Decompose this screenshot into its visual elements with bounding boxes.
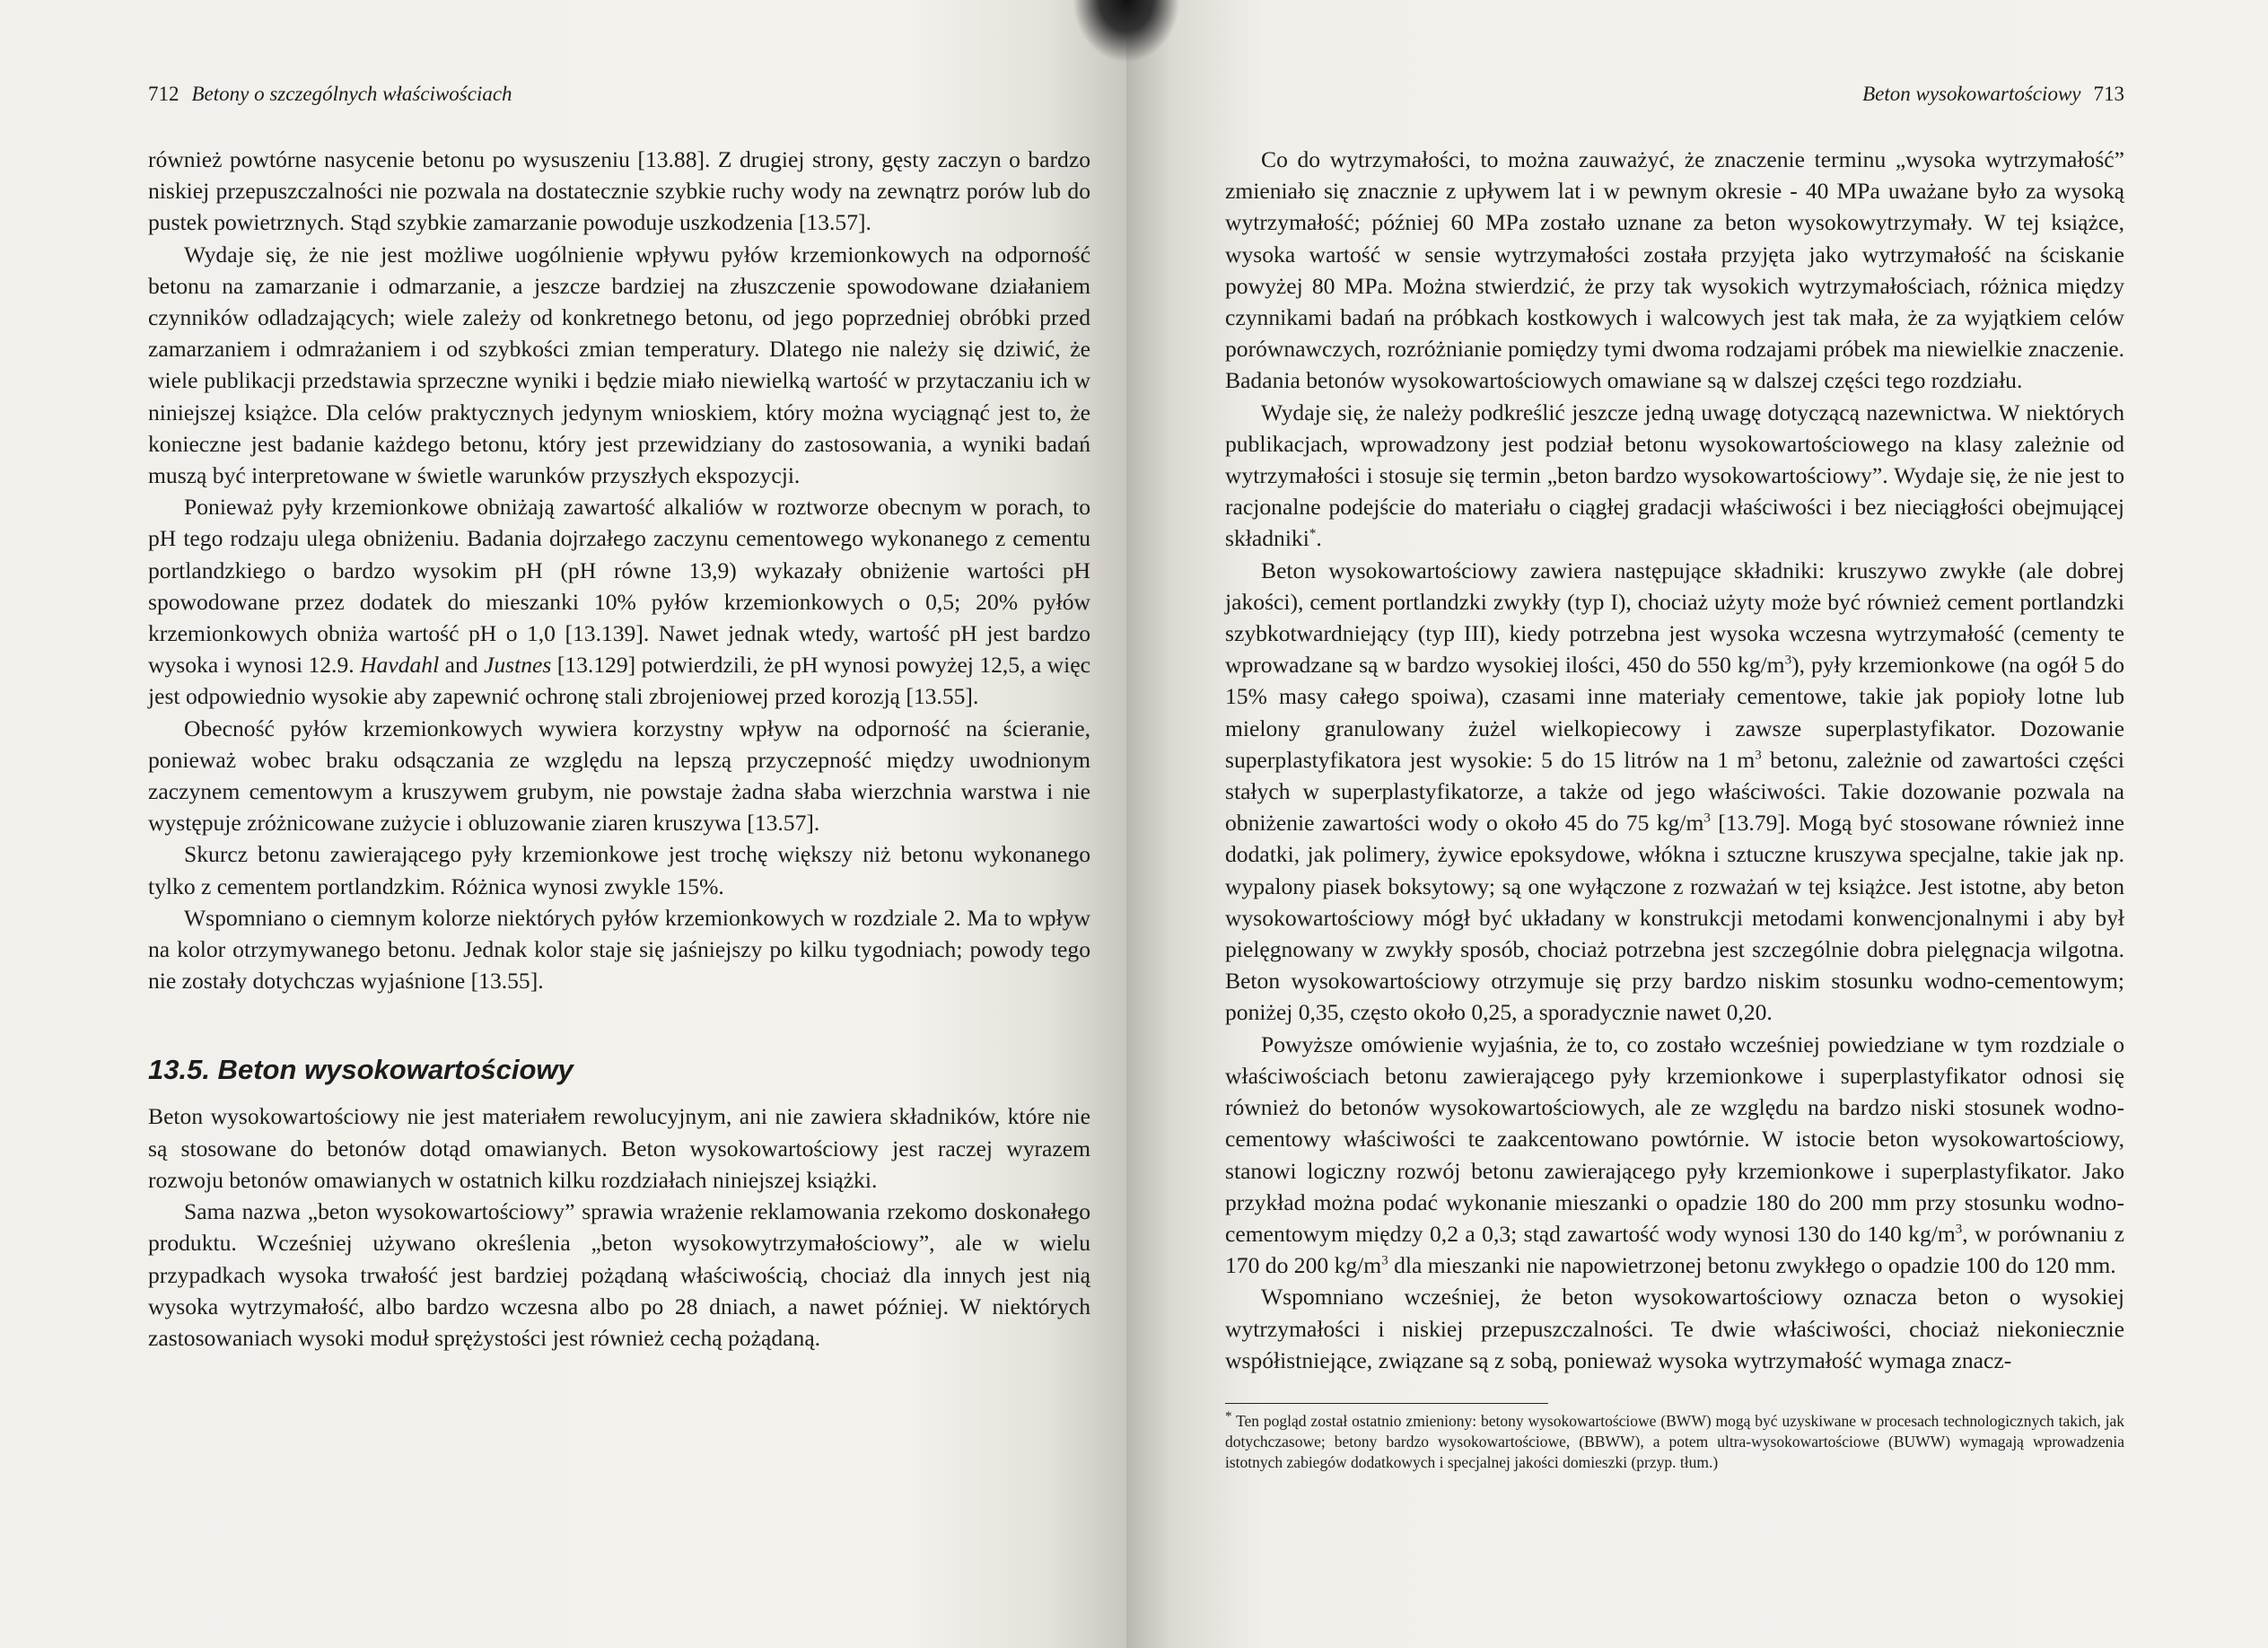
paragraph: Wspomniano o ciemnym kolorze niektórych pyłów krzemionkowych w rozdziale 2. Ma to wpływ na kolor otrzymywanego betonu. Jednak kolor staje się jaśniejszy po kilku tygodniach; powody tego nie zostały dotychczas wyjaśnione [13.55].	[148, 904, 1090, 995]
paragraph-text: Beton wysokowartościowy zawiera następujące składniki: kruszywo zwykłe (ale dobrej jakości), cement portlandzki zwykły (typ I), chociaż użyty może być również cement portlandzki szybkotwardniejący (typ III), kiedy potrzebna jest wysoka wczesna wytrzymałość (cementy te wprowadzane są w bardzo wysokiej ilości, 450 do 550 kg/m	[1225, 557, 2124, 679]
footnote	[1225, 1411, 2124, 1473]
right-page	[1126, 0, 2268, 1648]
footnote-marker: *	[1309, 526, 1317, 541]
gutter-shadow	[1073, 0, 1180, 63]
paragraph-text: ), pyły krzemionkowe (na ogół 5 do 15% masy całego spoiwa), czasami inne materiały cementowe, takie jak popioły lotne lub mielony granulowany żużel wielkopiecowy i zawsze superplastyfikator. Dozowanie superplastyfikatora jest wysokie: 5 do 15 litrów na 1 m	[1225, 652, 2124, 773]
left-running-title: Betony o szczególnych właściwościach	[191, 83, 512, 105]
footnote-marker: *	[1225, 1409, 1232, 1424]
paragraph-text: , w porównaniu z 170 do 200 kg/m	[1225, 1220, 2124, 1279]
right-page-number: 713	[2093, 83, 2124, 105]
paragraph-text: Powyższe omówienie wyjaśnia, że to, co zostało wcześniej powiedziane w tym rozdziale o właściwościach betonu zawierającego pyły krzemionkowe i superplastyfikator odnosi się również do betonów wysokowartościowych, ale ze względu na bardzo niski stosunek wodno-cementowy właściwości te zaakcentowano powtórnie. W istocie beton wysokowartościowy, stanowi logiczny rozwój betonu zawierającego pyły krzemionkowe i superplastyfikator. Jako przykład można podać wykonanie mieszanki o opadzie 180 do 200 mm przy stosunku wodno-cementowym między 0,2 a 0,3; stąd zawartość wody wynosi 130 do 140 kg/m	[1225, 1030, 2124, 1247]
paragraph: Skurcz betonu zawierającego pyły krzemionkowe jest trochę większy niż betonu wykonanego tylko z cementem portlandzkim. Różnica wynosi zwykle 15%.	[148, 841, 1090, 899]
superscript: 3	[1703, 811, 1711, 826]
paragraph: Wydaje się, że nie jest możliwe uogólnienie wpływu pyłów krzemionkowych na odporność betonu na zamarzanie i odmarzanie, a jeszcze bardziej na złuszczenie spowodowane działaniem czynników odladzających; wiele zależy od konkretnego betonu, od jego poprzedniej obróbki przed zamarzaniem i odmrażaniem i od szybkości zmian temperatury. Dlatego nie należy się dziwić, że wiele publikacji przedstawia sprzeczne wyniki i będzie miało niewielką wartość w przytaczaniu ich w niniejszej książce. Dla celów praktycznych jedynym wnioskiem, który można wyciągnąć jest to, że konieczne jest badanie każdego betonu, który jest przewidziany do zastosowania, a wyniki badań muszą być interpretowane w świetle warunków przyszłych ekspozycji.	[148, 241, 1090, 489]
paragraph	[1225, 1029, 2124, 1282]
left-page-number: 712	[148, 83, 180, 105]
superscript: 3	[1755, 748, 1762, 763]
paragraph-text: and	[439, 652, 484, 679]
superscript: 3	[1955, 1222, 1963, 1237]
paragraph-text: Wydaje się, że należy podkreślić jeszcze jedną uwagę dotyczącą nazewnictwa. W niektórych publikacjach, wprowadzony jest podział betonu wysokowartościowego na klasy zależnie od wytrzymałości i stosuje się termin „beton bardzo wysokowartościowy”. Wydaje się, że nie jest to racjonalne podejście do materiału o ciągłej gradacji właściwości i bez nieciągłości obejmującej składniki	[1225, 399, 2124, 552]
author-name: Justnes	[483, 652, 552, 679]
paragraph-text: betonu, zależnie od zawartości części stałych w superplastyfikatorze, a także od jego właściwości. Takie dozowanie pozwala na obniżenie zawartości wody o około 45 do 75 kg/m	[1225, 746, 2124, 837]
superscript: 3	[1381, 1253, 1388, 1268]
paragraph-text: .	[1316, 525, 1322, 552]
left-page	[0, 0, 1126, 1648]
paragraph-text: [13.79]. Mogą być stosowane również inne dodatki, jak polimery, żywice epoksydowe, włókna i sztuczne kruszywa specjalne, takie jak np. wypalony piasek boksytowy; są one wyłączone z rozważań w tej książce. Jest istotne, aby beton wysokowartościowy mógł być układany w konstrukcji metodami konwencjonalnymi i aby był pielęgnowany w zwykły sposób, chociaż potrzebna jest szczególnie dobra pielęgnacja wilgotna. Beton wysokowartościowy otrzymuje się przy bardzo niskim stosunku wodno-cementowym; poniżej 0,35, często około 0,25, a sporadycznie nawet 0,20.	[1225, 810, 2125, 1026]
paragraph: Sama nazwa „beton wysokowartościowy” sprawia wrażenie reklamowania rzekomo doskonałego produktu. Wcześniej używano określenia „beton wysokowytrzymałościowy”, ale w wielu przypadkach wysoka trwałość jest bardziej pożądaną właściwością, chociaż dla innych jest nią wysoka wytrzymałość, albo bardzo wczesna albo po 28 dniach, a nawet później. W niektórych zastosowaniach wysoki moduł sprężystości jest również cechą pożądaną.	[148, 1198, 1090, 1351]
paragraph-text: dla mieszanki nie napowietrzonej betonu zwykłego o opadzie 100 do 120 mm.	[1388, 1252, 2116, 1279]
paragraph: Wspomniano wcześniej, że beton wysokowartościowy oznacza beton o wysokiej wytrzymałości i niskiej przepuszczalności. Te dwie właściwości, chociaż niekoniecznie współistniejące, związane są z sobą, ponieważ wysoka wytrzymałość wymaga znacz-	[1225, 1284, 2124, 1373]
superscript: 3	[1784, 653, 1792, 668]
paragraph	[1225, 397, 2124, 555]
paragraph: Beton wysokowartościowy nie jest materiałem rewolucyjnym, ani nie zawiera składników, które nie są stosowane do betonów dotąd omawianych. Beton wysokowartościowy jest raczej wyrazem rozwoju betonów omawianych w ostatnich kilku rozdziałach niniejszej książki.	[148, 1103, 1090, 1193]
paragraph: również powtórne nasycenie betonu po wysuszeniu [13.88]. Z drugiej strony, gęsty zaczyn o bardzo niskiej przepuszczalności nie pozwala na dostatecznie szybkie ruchy wody na zewnątrz porów lub do pustek powietrznych. Stąd szybkie zamarzanie powoduje uszkodzenia [13.57].	[148, 146, 1090, 236]
paragraph: Obecność pyłów krzemionkowych wywiera korzystny wpływ na odporność na ścieranie, ponieważ wobec braku odsączania ze względu na lepszą przyczepność między uwodnionym zaczynem cementowym a kruszywem grubym, nie powstaje żadna słaba wierzchnia warstwa i nie występuje zróżnicowane zużycie i obluzowanie ziaren kruszywa [13.57].	[148, 714, 1090, 837]
section-heading: 13.5. Beton wysokowartościowy	[148, 1054, 574, 1086]
footnote-divider	[1225, 1403, 1548, 1404]
right-page-body	[1225, 144, 2124, 1473]
left-page-body	[148, 144, 1090, 1354]
paragraph-text: [13.129] potwierdzili, że pH wynosi powyżej 12,5, a więc jest odpowiednio wysokie aby zapewnić ochronę stali zbrojeniowej przed korozją [13.55].	[148, 652, 1090, 710]
author-name: Havdahl	[360, 652, 440, 679]
right-running-head	[1225, 83, 2124, 118]
left-running-head	[148, 83, 1090, 118]
right-running-title: Beton wysokowartościowy	[1862, 83, 2081, 105]
paragraph-text: Ponieważ pyły krzemionkowe obniżają zawartość alkaliów w roztworze obecnym w porach, to pH tego rodzaju ulega obniżeniu. Badania dojrzałego zaczynu cementowego wykonanego z cementu portlandzkiego o bardzo wysokim pH (pH równe 13,9) wykazały obniżenie wartości pH spowodowane przez dodatek do mieszanki 10% pyłów krzemionkowych o 0,5; 20% pyłów krzemionkowych obniża wartość pH o 1,0 [13.139]. Nawet jednak wtedy, wartość pH jest bardzo wysoka i wynosi 12.9.	[148, 494, 1090, 679]
paragraph	[1225, 555, 2124, 1029]
paragraph: Co do wytrzymałości, to można zauważyć, że znaczenie terminu „wysoka wytrzymałość” zmieniało się znacznie z upływem lat i w pewnym okresie - 40 MPa uważane było za wysoką wytrzymałość; później 60 MPa zostało uznane za beton wysokowytrzymały. W tej książce, wysoka wartość w sensie wytrzymałości została przyjęta jako wytrzymałość na ściskanie powyżej 80 MPa. Można stwierdzić, że przy tak wysokich wytrzymałościach, różnica między czynnikami badań na próbkach kostkowych i walcowych jest tak mała, że za wyjątkiem celów porównawczych, rozróżnianie pomiędzy tymi dwoma rodzajami próbek ma niewielkie znaczenie. Badania betonów wysokowartościowych omawiane są w dalszej części tego rozdziału.	[1225, 146, 2124, 394]
footnote-text: Ten pogląd został ostatnio zmieniony: betony wysokowartościowe (BWW) mogą być uzyskiwane w procesach technologicznych takich, jak dotychczasowe; betony bardzo wysokowartościowe, (BBWW), a potem ultra-wysokowartościowe (BUWW) wymagają wprowadzenia istotnych zabiegów dodatkowych i specjalnej jakości domieszki (przyp. tłum.)	[1225, 1411, 2124, 1471]
paragraph	[148, 491, 1090, 712]
